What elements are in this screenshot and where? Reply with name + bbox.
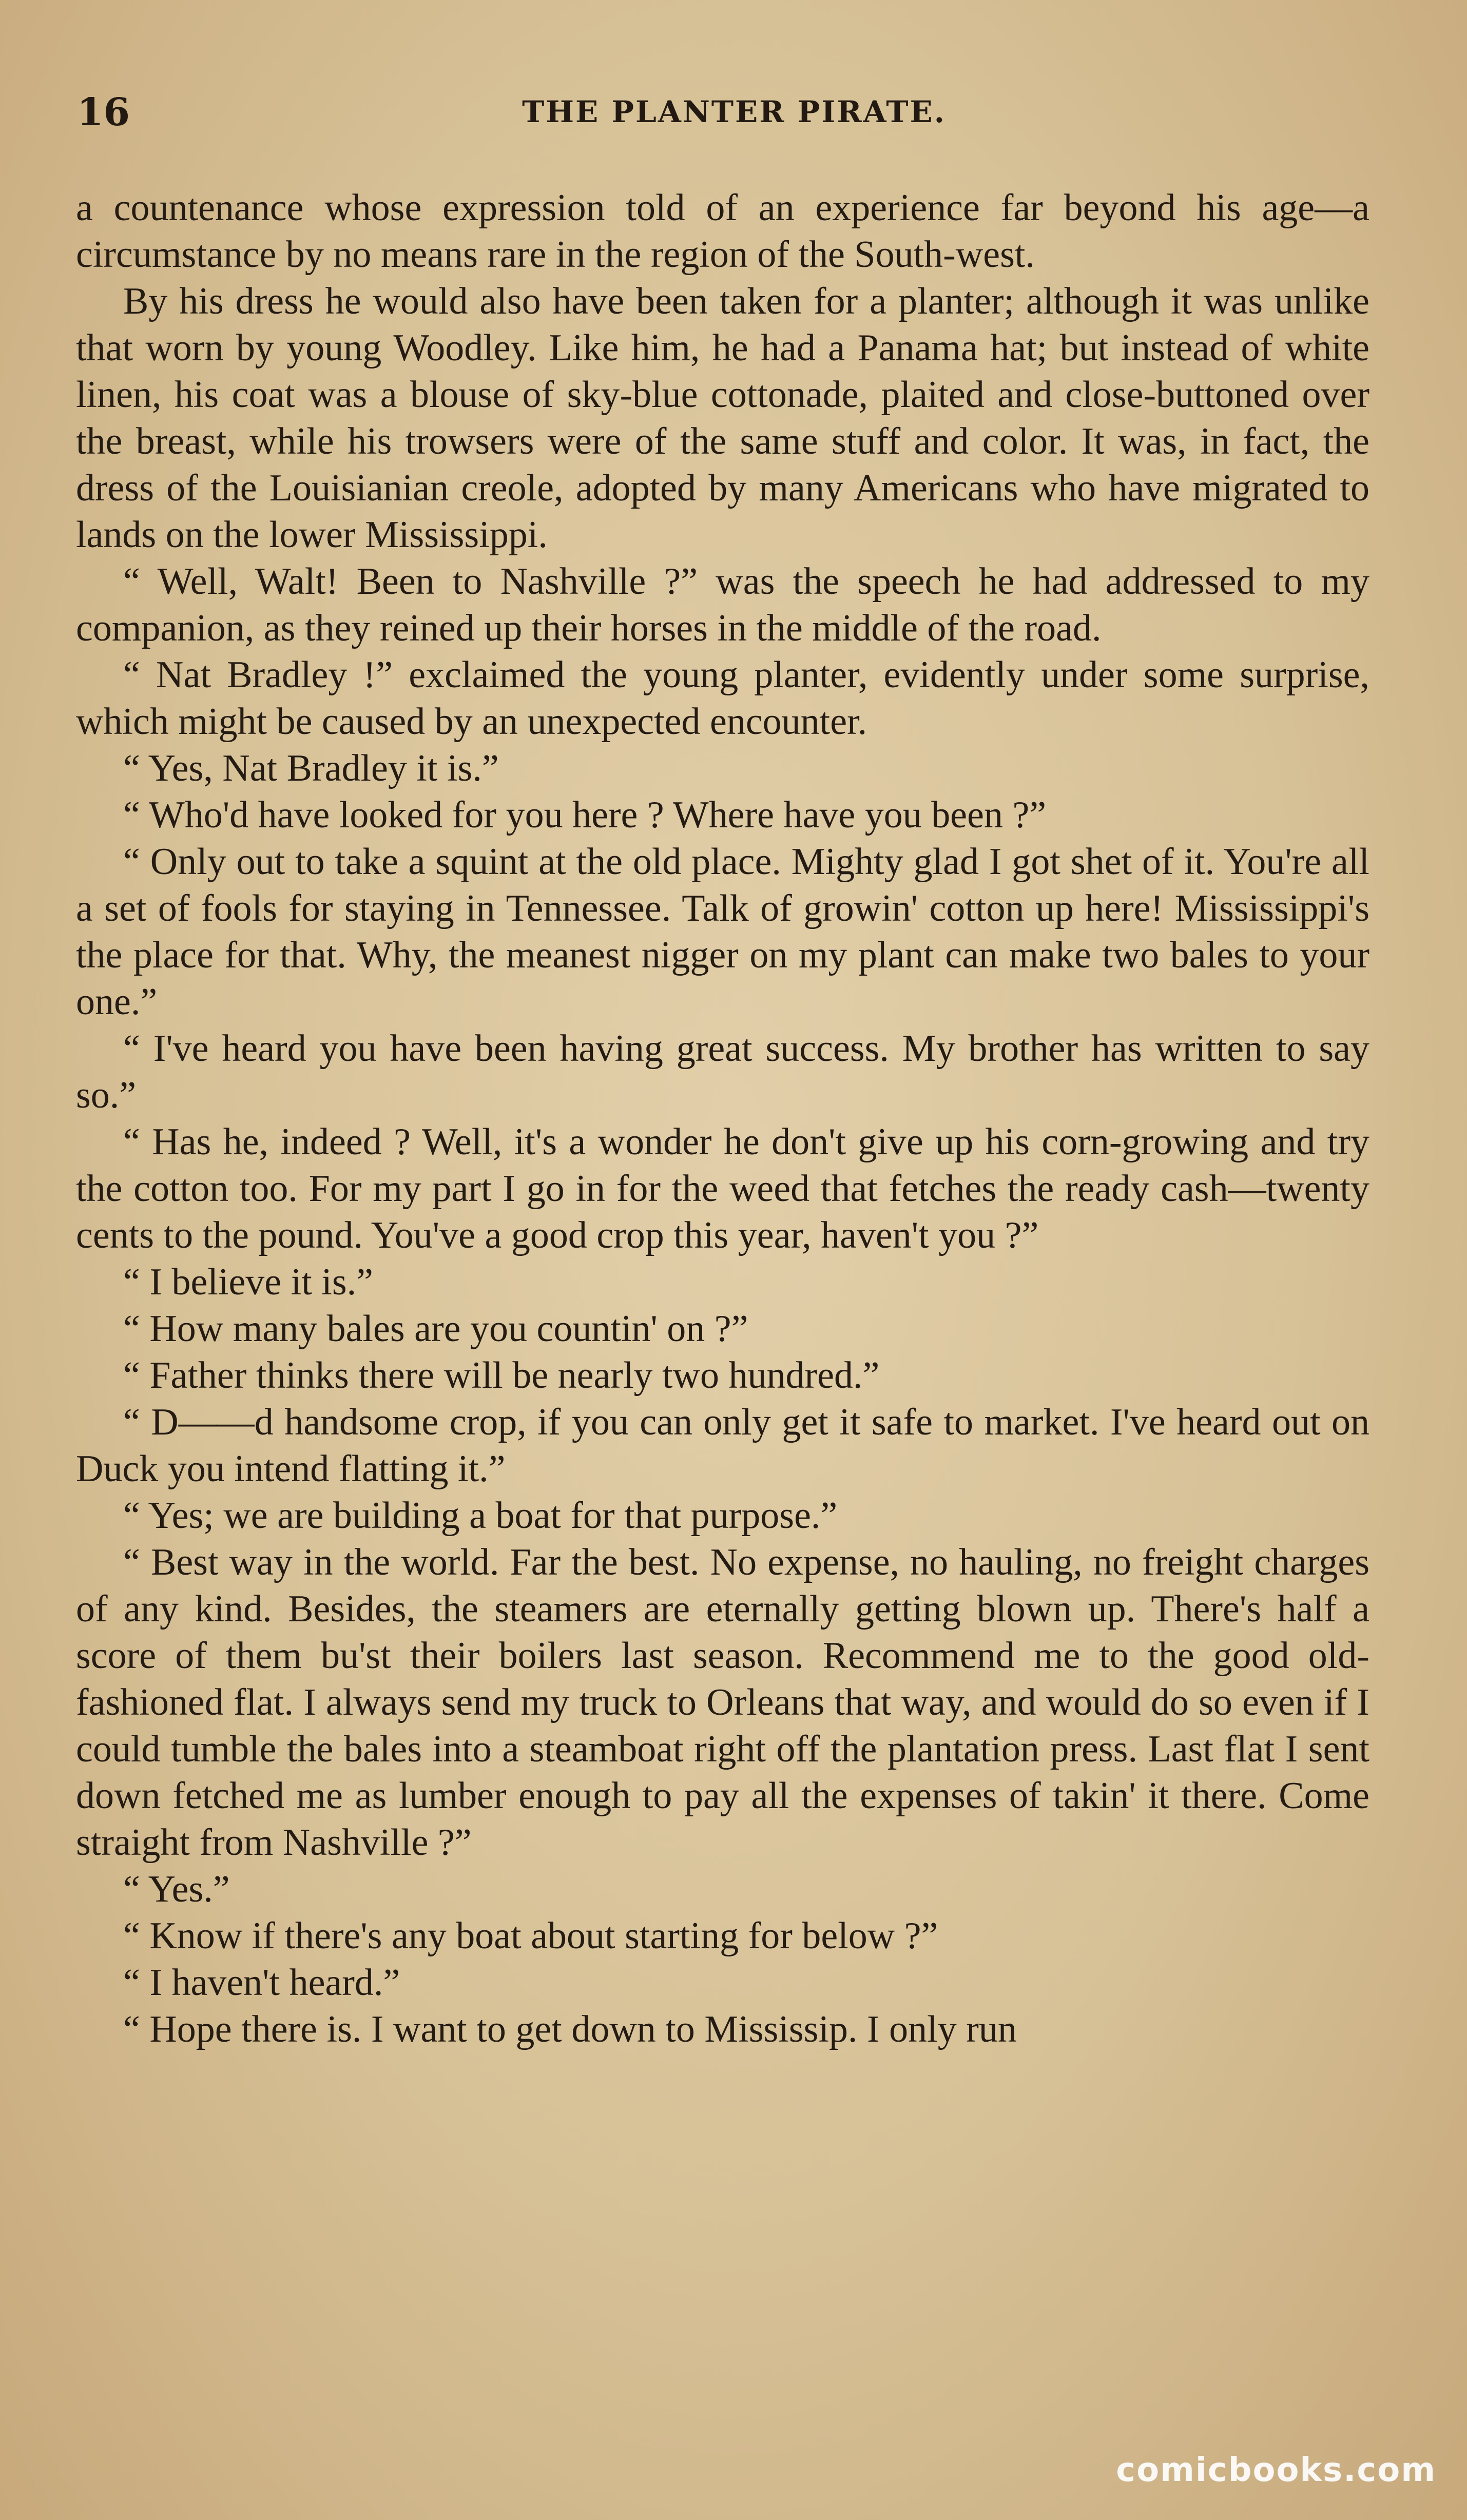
paragraph: “ I've heard you have been having great success. My brother has written to say so.” [76,1028,1369,1116]
page-number: 16 [77,90,130,134]
paragraph: “ Nat Bradley !” exclaimed the young planter, evidently under some surprise, which might be caused by an unexpected encounter. [76,654,1369,743]
body-text [76,185,1369,2053]
paragraph: “ How many bales are you countin' on ?” [123,1308,748,1350]
paragraph: “ Yes; we are building a boat for that purpose.” [123,1495,838,1537]
paragraph: “ Hope there is. I want to get down to Mississip. I only run [123,2008,1017,2050]
paragraph: “ Father thinks there will be nearly two hundred.” [123,1354,880,1397]
paragraph: “ I believe it is.” [123,1261,373,1303]
paragraph: a countenance whose expression told of an experience far beyond his age—a circumstance by no means rare in the region of the South-west. [76,187,1369,276]
paragraph: “ Well, Walt! Been to Nashville ?” was the speech he had addressed to my companion, as they reined up their horses in the middle of the road. [76,560,1369,649]
paragraph: “ I haven't heard.” [123,1962,400,2004]
paragraph: “ Yes, Nat Bradley it is.” [123,747,499,789]
paragraph: “ Has he, indeed ? Well, it's a wonder he don't give up his corn-growing and try the cotton too. For my part I go in for the weed that fetches the ready cash—twenty cents to the pound. You've a good crop this year, haven't you ?” [76,1121,1369,1256]
paragraph: “ Who'd have looked for you here ? Where have you been ?” [123,794,1047,836]
paragraph: “ Yes.” [123,1868,230,1910]
site-watermark: comicbooks.com [1116,2451,1436,2489]
paragraph: “ Only out to take a squint at the old place. Mighty glad I got shet of it. You're all a set of fools for staying in Tennessee. Talk of growin' cotton up here! Mississippi's the place for that. Why, the meanest nigger on my plant can make two bales to your one.” [76,841,1369,1023]
paragraph: By his dress he would also have been taken for a planter; although it was unlike that worn by young Woodley. Like him, he had a Panama hat; but instead of white linen, his coat was a blouse of sky-blue cottonade, plaited and close-buttoned over the breast, while his trowsers were of the same stuff and color. It was, in fact, the dress of the Louisianian creole, adopted by many Americans who have migrated to lands on the lower Mississippi. [76,280,1369,556]
paragraph: “ D——d handsome crop, if you can only get it safe to market. I've heard out on Duck you intend flatting it.” [76,1401,1369,1490]
page-header [77,87,1391,139]
paragraph: “ Know if there's any boat about starting for below ?” [123,1915,938,1957]
running-title: THE PLANTER PIRATE. [522,94,946,129]
paragraph: “ Best way in the world. Far the best. No expense, no hauling, no freight charges of any kind. Besides, the steamers are eternally getting blown up. There's half a score of them bu'st their boilers last season. Recommend me to the good old-fashioned flat. I always send my truck to Orleans that way, and would do so even if I could tumble the bales into a steamboat right off the plantation press. Last flat I sent down fetched me as lumber enough to pay all the expenses of takin' it there. Come straight from Nashville ?” [76,1541,1369,1864]
